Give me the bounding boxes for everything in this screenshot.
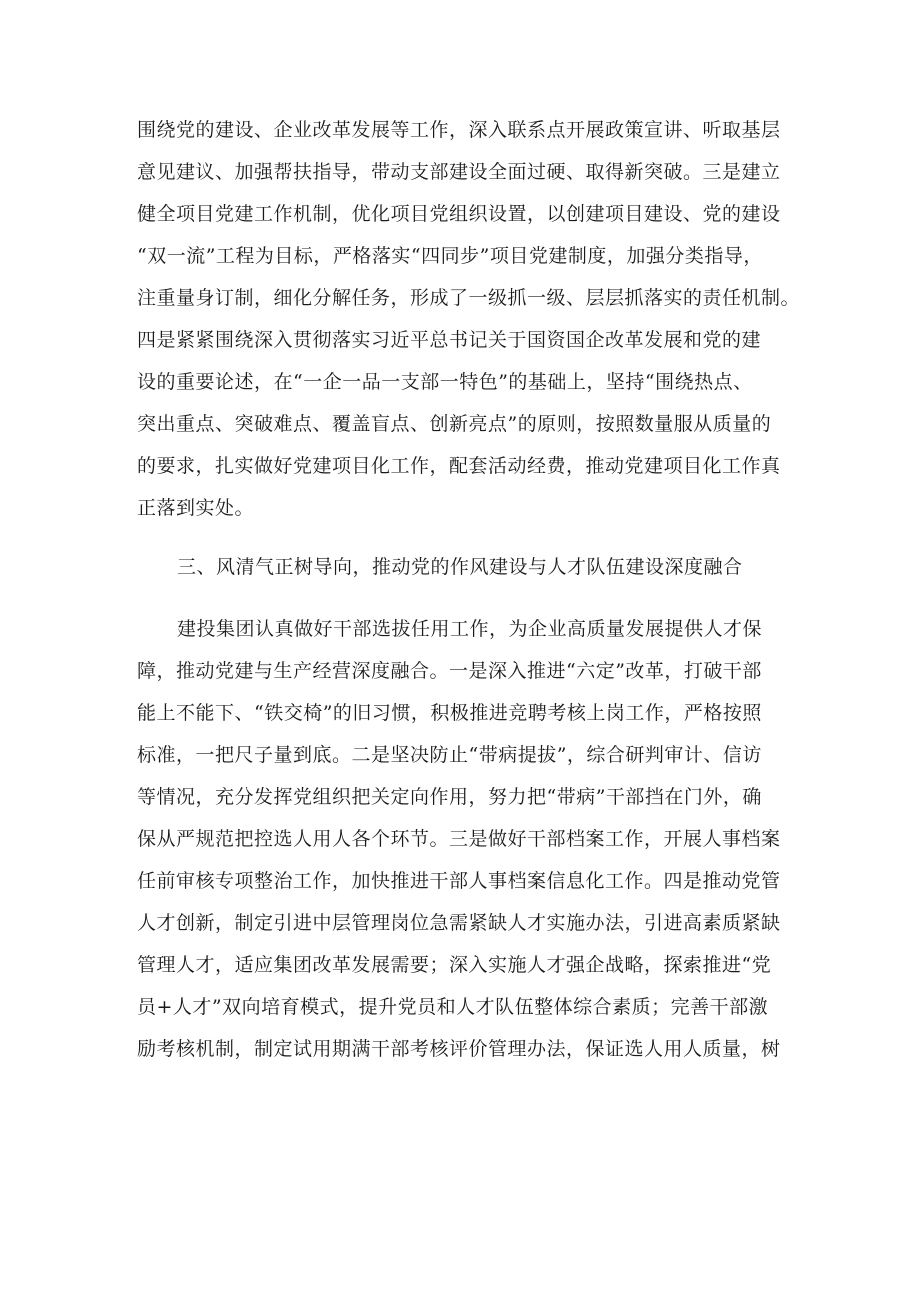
text-line: 围绕党的建设、企业改革发展等工作，深入联系点开展政策宣讲、听取基层: [137, 119, 781, 141]
text-line: 管理人才，适应集团改革发展需要；深入实施人才强企战略，探索推进“党: [137, 954, 772, 976]
text-line: 能上不能下、“铁交椅”的旧习惯，积极推进竞聘考核上岗工作，严格按照: [137, 702, 762, 724]
text-line: 设的重要论述，在“一企一品一支部一特色”的基础上，坚持“围绕热点、: [137, 371, 753, 393]
text-line: 意见建议、加强帮扶指导，带动支部建设全面过硬、取得新突破。三是建立: [137, 161, 781, 183]
text-line: 任前审核专项整治工作，加快推进干部人事档案信息化工作。四是推动党管: [137, 870, 781, 892]
text-line: 等情况，充分发挥党组织把关定向作用，努力把“带病”干部挡在门外，确: [137, 786, 762, 808]
text-line: 的要求，扎实做好党建项目化工作，配套活动经费，推动党建项目化工作真: [137, 455, 781, 477]
text-line: 突出重点、突破难点、覆盖盲点、创新亮点”的原则，按照数量服从质量的: [137, 413, 772, 435]
text-line: 健全项目党建工作机制，优化项目党组织设置，以创建项目建设、党的建设: [137, 203, 781, 225]
text-line: “双一流”工程为目标，严格落实“四同步”项目党建制度，加强分类指导，: [137, 245, 763, 267]
section-heading: 三、风清气正树导向，推动党的作风建设与人才队伍建设深度融合: [177, 556, 743, 578]
text-line: 保从严规范把控选人用人各个环节。三是做好干部档案工作，开展人事档案: [137, 828, 781, 850]
text-line: 员+人才”双向培育模式，提升党员和人才队伍整体综合素质；完善干部激: [137, 996, 769, 1018]
text-line: 励考核机制，制定试用期满干部考核评价管理办法，保证选人用人质量，树: [137, 1038, 781, 1060]
text-line: 注重量身订制，细化分解任务，形成了一级抓一级、层层抓落实的责任机制。: [137, 287, 801, 309]
text-line: 正落到实处。: [137, 497, 255, 519]
text-line: 障，推动党建与生产经营深度融合。一是深入推进“六定”改革，打破干部: [137, 660, 762, 682]
text-line: 标准，一把尺子量到底。二是坚决防止“带病提拔”，综合研判审计、信访: [137, 744, 762, 766]
text-line: 四是紧紧围绕深入贯彻落实习近平总书记关于国资国企改革发展和党的建: [137, 329, 762, 351]
text-line: 建投集团认真做好干部选拔任用工作，为企业高质量发展提供人才保: [177, 618, 763, 640]
text-line: 人才创新，制定引进中层管理岗位急需紧缺人才实施办法，引进高素质紧缺: [137, 912, 781, 934]
